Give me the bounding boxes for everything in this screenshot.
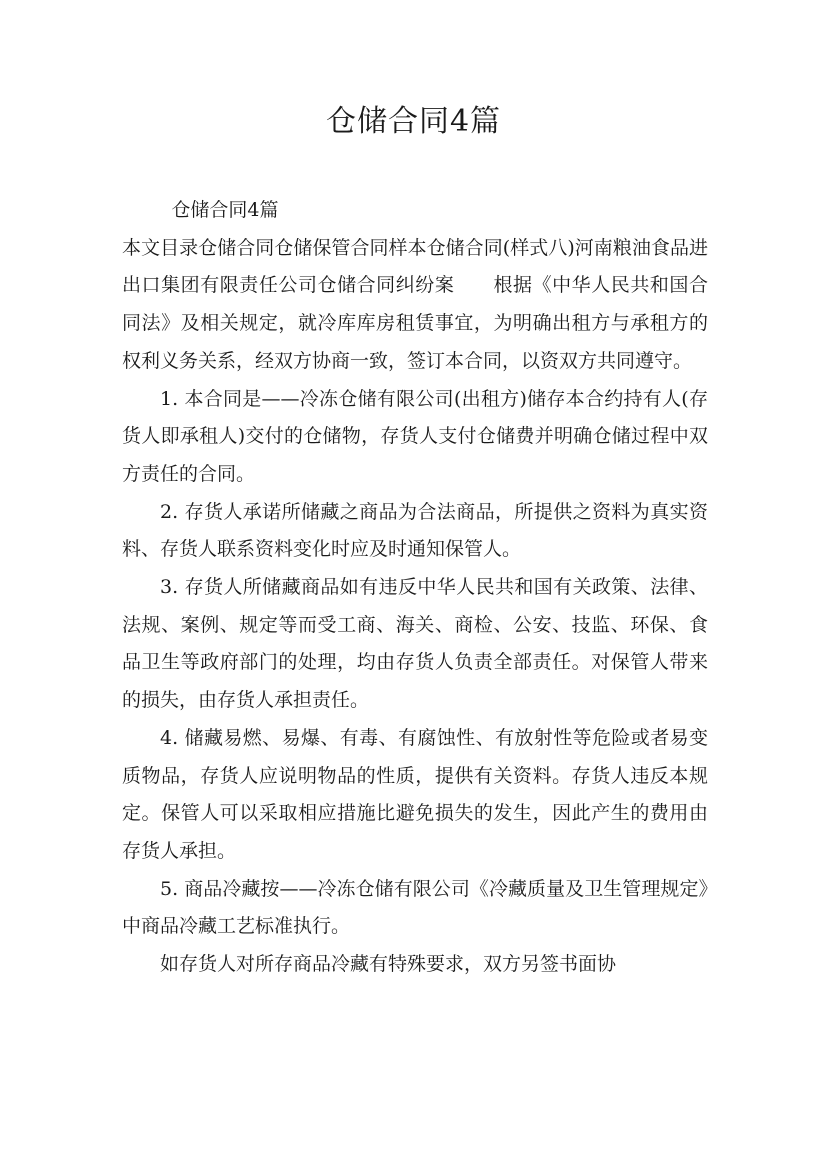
paragraph-toc-intro: 本文目录仓储合同仓储保管合同样本仓储合同(样式八)河南粮油食品进出口集团有限责任公司仓储合同纠纷案 根据《中华人民共和国合同法》及相关规定，就冷库库房租赁事宜，为明确出租方与承租方的权利义务关系，经双方协商一致，签订本合同，以资双方共同遵守。 [122, 236, 708, 372]
paragraph-clause-1: 1. 本合同是——冷冻仓储有限公司(出租方)储存本合约持有人(存货人即承租人)交付的仓储物，存货人支付仓储费并明确仓储过程中双方责任的合同。 [122, 387, 708, 485]
paragraph-clause-4: 4. 储藏易燃、易爆、有毒、有腐蚀性、有放射性等危险或者易变质物品，存货人应说明物品的性质，提供有关资料。存货人违反本规定。保管人可以采取相应措施比避免损失的发生，因此产生的费用由存货人承担。 [122, 726, 708, 862]
paragraph-clause-5: 5. 商品冷藏按——冷冻仓储有限公司《冷藏质量及卫生管理规定》中商品冷藏工艺标准执行。 [122, 877, 708, 938]
paragraph-clause-2: 2. 存货人承诺所储藏之商品为合法商品，所提供之资料为真实资料、存货人联系资料变化时应及时通知保管人。 [122, 500, 708, 561]
paragraph-heading: 仓储合同4篇 [171, 199, 279, 221]
paragraph-clause-3: 3. 存货人所储藏商品如有违反中华人民共和国有关政策、法律、法规、案例、规定等而受工商、海关、商检、公安、技监、环保、食品卫生等政府部门的处理，均由存货人负责全部责任。对保管人带来的损失，由存货人承担责任。 [122, 576, 708, 712]
document-title: 仓储合同4篇 [325, 104, 502, 139]
document-body [122, 192, 708, 984]
paragraph-special-request: 如存货人对所存商品冷藏有特殊要求，双方另签书面协 [160, 953, 617, 976]
